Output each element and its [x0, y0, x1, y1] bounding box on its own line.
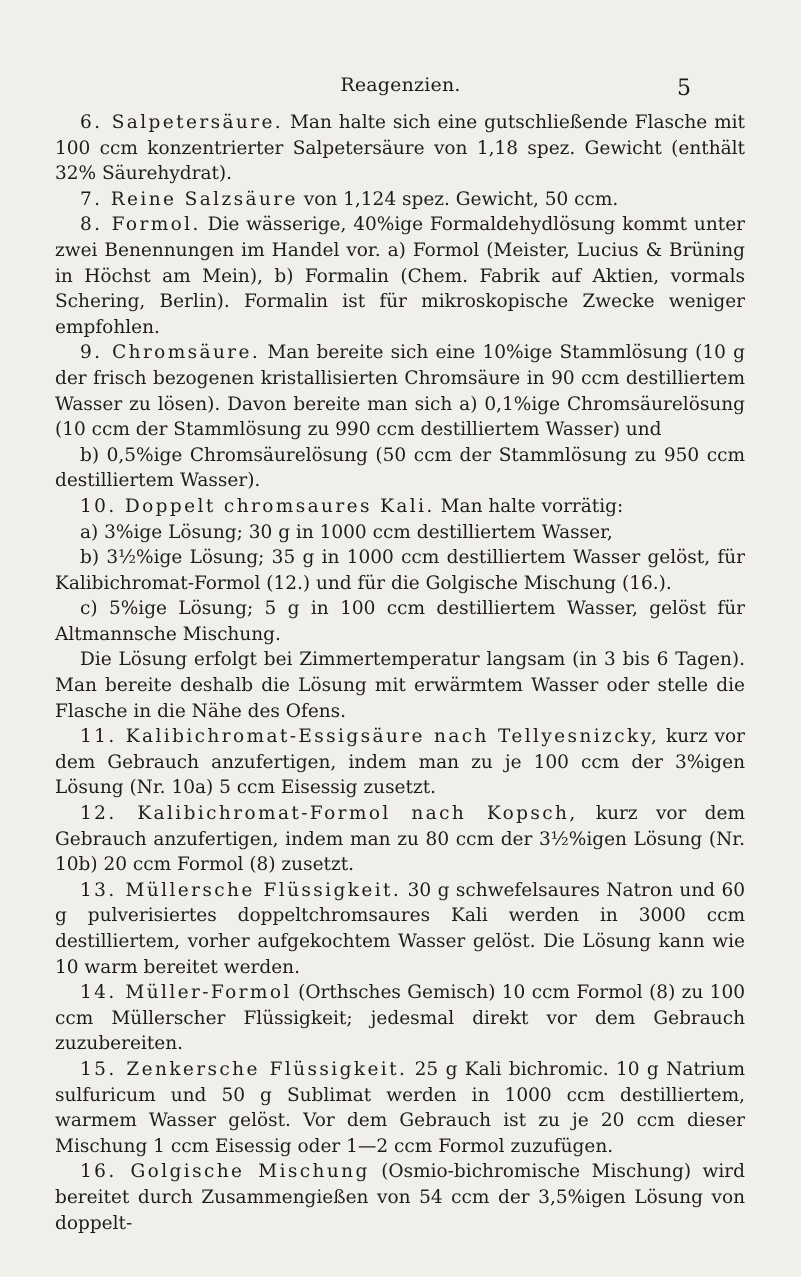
- paragraph-10-note: [55, 647, 745, 724]
- paragraph-9b: [55, 443, 745, 494]
- entry-heading: 6. Salpetersäure.: [80, 112, 284, 133]
- paragraph-text: b) 3½%ige Lösung; 35 g in 1000 ccm destilliertem Wasser gelöst, für Kalibichromat-Formol (12.) und für die Golgische Mischung (16.).: [55, 547, 745, 594]
- running-head: [0, 74, 801, 104]
- paragraph-16: [55, 1159, 745, 1236]
- paragraph-text: von 1,124 spez. Gewicht, 50 ccm.: [297, 188, 619, 210]
- entry-heading: 15. Zenkersche Flüssigkeit.: [80, 1058, 408, 1080]
- paragraph-6: [55, 110, 745, 187]
- paragraph-text: 25 g Kali bichromic. 10 g Natrium sulfuricum und 50 g Sublimat werden in 1000 ccm destilliertem, warmem Wasser gelöst. Vor dem Gebrauch ist zu je 20 ccm dieser Mischung 1 ccm Eisessig oder 1—2 ccm Formol zuzufügen.: [55, 1058, 745, 1157]
- paragraph-text: kurz vor dem Gebrauch anzufertigen, indem man zu 80 ccm der 3½%igen Lösung (Nr. 10b) 20 ccm Formol (8) zusetzt.: [55, 803, 745, 876]
- paragraph-text: (Orthsches Gemisch) 10 ccm Formol (8) zu 100 ccm Müllerscher Flüssigkeit; jedesmal direkt vor dem Gebrauch zuzubereiten.: [55, 982, 745, 1055]
- entry-heading: 8. Formol.: [80, 214, 201, 236]
- paragraph-text: b) 0,5%ige Chromsäurelösung (50 ccm der Stammlösung zu 950 ccm destilliertem Wasser).: [55, 444, 745, 492]
- entry-heading: 14. Müller-Formol: [80, 982, 292, 1004]
- paragraph-text: Die Lösung erfolgt bei Zimmertemperatur langsam (in 3 bis 6 Tagen). Man bereite deshalb die Lösung mit erwärmtem Wasser oder stelle die Flasche in die Nähe des Ofens.: [55, 649, 745, 722]
- paragraph-text: 30 g schwefelsaures Natron und 60 g pulverisiertes doppeltchromsaures Kali werden in 3000 ccm destilliertem, vorher aufgekochtem Wasser gelöst. Die Lösung kann wie 10 warm bereitet werden.: [55, 879, 745, 978]
- paragraph-10b: [55, 545, 745, 596]
- paragraph-text: kurz vor dem Gebrauch anzufertigen, indem man zu je 100 ccm der 3%igen Lösung (Nr. 10a) 5 ccm Eisessig zusetzt.: [55, 726, 745, 799]
- entry-heading: 11. Kalibichromat-Essigsäure nach Tellyesnizcky,: [80, 726, 660, 748]
- paragraph-10: [55, 494, 745, 520]
- entry-heading: 9. Chromsäure.: [80, 342, 261, 364]
- entry-heading: 12. Kalibichromat-Formol nach Kopsch,: [80, 803, 578, 825]
- paragraph-text: Man halte sich eine gutschließende Flasche mit 100 ccm konzentrierter Salpetersäure von 1,18 spez. Gewicht (enthält 32% Säurehydrat).: [55, 112, 745, 185]
- body-text: [55, 110, 745, 1236]
- paragraph-9: [55, 340, 745, 442]
- paragraph-8: [55, 212, 745, 340]
- paragraph-12: [55, 801, 745, 878]
- entry-heading: 16. Golgische Mischung: [80, 1161, 370, 1183]
- paragraph-text: Man halte vorrätig:: [434, 495, 624, 517]
- paragraph-10a: [55, 520, 745, 546]
- paragraph-text: (Osmio-bichromische Mischung) wird bereitet durch Zusammengießen von 54 ccm der 3,5%igen Lösung von doppelt-: [55, 1161, 745, 1234]
- paragraph-15: [55, 1057, 745, 1159]
- paragraph-7: [55, 187, 745, 213]
- paragraph-text: Die wässerige, 40%ige Formaldehydlösung kommt unter zwei Benennungen im Handel vor. a) Formol (Meister, Lucius & Brüning in Höchst am Mein), b) Formalin (Chem. Fabrik auf Aktien, vormals Schering, Berlin). Formalin ist für mikroskopische Zwecke weniger empfohlen.: [55, 214, 745, 338]
- paragraph-14: [55, 980, 745, 1057]
- entry-heading: 7. Reine Salzsäure: [80, 188, 298, 210]
- page-number: 5: [677, 76, 691, 101]
- running-title: Reagenzien.: [340, 74, 461, 96]
- paragraph-text: a) 3%ige Lösung; 30 g in 1000 ccm destilliertem Wasser,: [80, 521, 613, 543]
- paragraph-10c: [55, 596, 745, 647]
- paragraph-13: [55, 878, 745, 980]
- entry-heading: 10. Doppelt chromsaures Kali.: [80, 495, 435, 517]
- paragraph-text: c) 5%ige Lösung; 5 g in 100 ccm destilliertem Wasser, gelöst für Altmannsche Mischung.: [55, 598, 745, 645]
- paragraph-11: [55, 724, 745, 801]
- entry-heading: 13. Müllersche Flüssigkeit.: [80, 879, 402, 901]
- paragraph-text: Man bereite sich eine 10%ige Stammlösung (10 g der frisch bezogenen kristallisierten Chromsäure in 90 ccm destilliertem Wasser zu lösen). Davon bereite man sich a) 0,1%ige Chromsäurelösung (10 ccm der Stammlösung zu 990 ccm destilliertem Wasser) und: [55, 342, 745, 441]
